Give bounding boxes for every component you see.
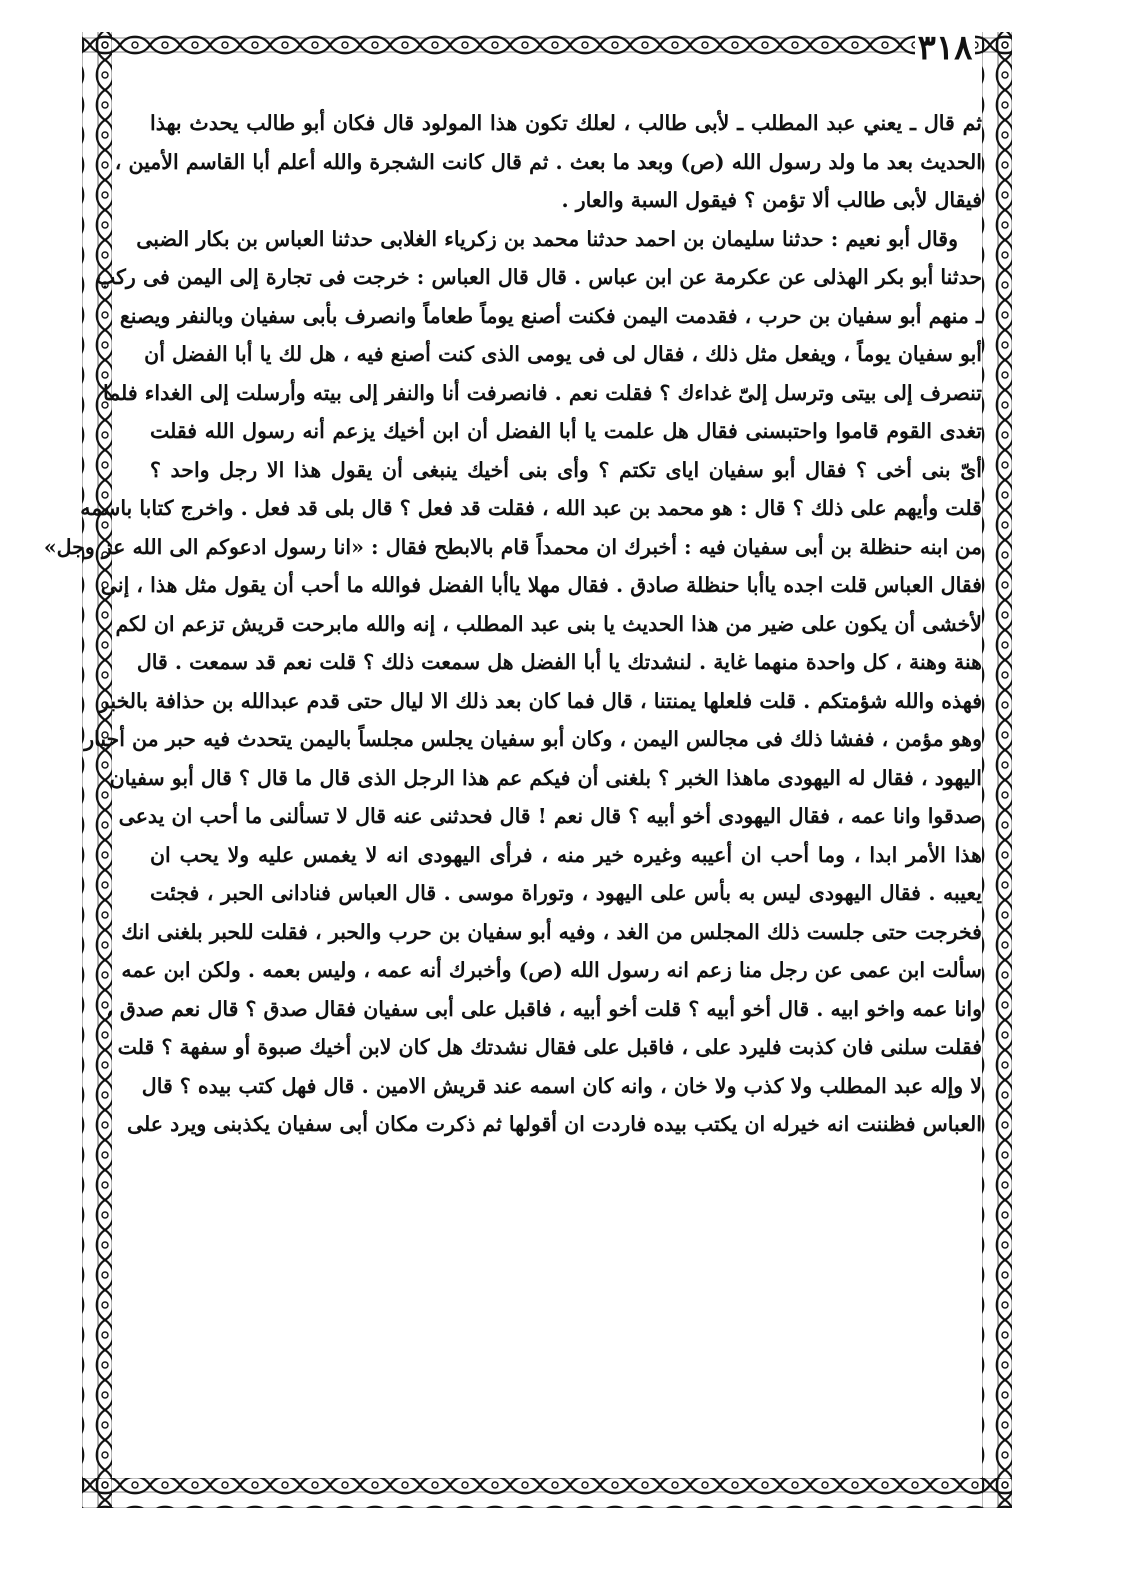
text-line: فقلت سلنى فان كذبت فليرد على ، فاقبل على فقال نشدتك هل كان لابن أخيك صبوة أو سفهة ؟ قلت xyxy=(117,1035,982,1059)
text-line: من ابنه حنظلة بن أبى سفيان فيه : أخبرك ان محمداً قام بالابطح فقال : «انا رسول ادعوكم الى الله عز وجل» xyxy=(43,534,982,559)
body-text xyxy=(43,104,982,1444)
text-line: تنصرف إلى بيتى وترسل إلىّ غداءك ؟ فقلت نعم . فانصرفت أنا والنفر إلى بيته وأرسلت إلى الغداء فلما xyxy=(102,380,982,405)
page-number: ٣١٨ xyxy=(915,28,975,68)
text-line: وهو مؤمن ، ففشا ذلك فى مجالس اليمن ، وكان أبو سفيان يجلس مجلساً باليمن يتحدث فيه حبر من أحبار xyxy=(84,727,982,751)
text-line: فيقال لأبى طالب ألا تؤمن ؟ فيقول السبة والعار . xyxy=(561,188,982,212)
text-line: ـ منهم أبو سفيان بن حرب ، فقدمت اليمن فكنت أصنع يوماً طعاماً وانصرف بأبى سفيان وبالنفر ويصنع xyxy=(119,303,982,328)
text-line: يعيبه . فقال اليهودى ليس به بأس على اليهود ، وتوراة موسى . قال العباس فنادانى الحبر ، فجئت xyxy=(150,881,982,905)
text-line: فقال العباس قلت اجده ياأبا حنظلة صادق . فقال مهلا ياأبا الفضل فوالله ما أحب أن يقول مثل هذا ، إنى xyxy=(100,573,982,597)
text-line: الحديث بعد ما ولد رسول الله (ص) وبعد ما بعث . ثم قال كانت الشجرة والله أعلم أبا القاسم الأمين ، xyxy=(114,149,982,174)
text-line: صدقوا وانا عمه ، فقال اليهودى أخو أبيه ؟ قال نعم ! قال فحدثنى عنه قال لا تسألنى ما أحب ان يدعى xyxy=(118,804,982,828)
text-line: قلت وأيهم على ذلك ؟ قال : هو محمد بن عبد الله ، فقلت قد فعل ؟ قال بلى قد فعل . واخرج كتابا باسمه xyxy=(80,496,982,520)
text-line: أىّ بنى أخى ؟ فقال أبو سفيان اياى تكتم ؟ وأى بنى أخيك ينبغى أن يقول هذا الا رجل واحد ؟ xyxy=(150,457,982,482)
text-line: فهذه والله شؤمتكم . قلت فلعلها يمنتنا ، قال فما كان بعد ذلك الا ليال حتى قدم عبدالله بن حذافة بالخبر xyxy=(99,688,982,713)
text-line: هنة وهنة ، كل واحدة منهما غاية . لنشدتك يا أبا الفضل هل سمعت ذلك ؟ قلت نعم قد سمعت . قال xyxy=(136,650,982,674)
text-line: لا وإله عبد المطلب ولا كذب ولا خان ، وانه كان اسمه عند قريش الامين . قال فهل كتب بيده ؟ قال xyxy=(141,1073,982,1098)
text-line: العباس فظننت انه خيرله ان يكتب بيده فاردت ان أقولها ثم ذكرت مكان أبى سفيان يكذبنى ويرد على xyxy=(126,1112,982,1136)
text-line: حدثنا أبو بكر الهذلى عن عكرمة عن ابن عباس . قال قال العباس : خرجت فى تجارة إلى اليمن فى ركب xyxy=(96,265,982,289)
text-line: وقال أبو نعيم : حدثنا سليمان بن احمد حدثنا محمد بن زكرياء الغلابى حدثنا العباس بن بكار الضبى xyxy=(136,226,958,251)
text-line: ثم قال ـ يعني عبد المطلب ـ لأبى طالب ، لعلك تكون هذا المولود قال فكان أبو طالب يحدث بهذا xyxy=(150,111,982,135)
text-line: اليهود ، فقال له اليهودى ماهذا الخبر ؟ بلغنى أن فيكم عم هذا الرجل الذى قال ما قال ؟ قال أبو سفيان xyxy=(109,765,982,790)
text-line: سألت ابن عمى عن رجل منا زعم انه رسول الله (ص) وأخبرك أنه عمه ، وليس بعمه . ولكن ابن عمه xyxy=(121,958,982,982)
text-line: فخرجت حتى جلست ذلك المجلس من الغد ، وفيه أبو سفيان بن حرب والحبر ، فقلت للحبر بلغنى انك xyxy=(121,919,982,944)
text-line: هذا الأمر ابدا ، وما أحب ان أعيبه وغيره خير منه ، فرأى اليهودى انه لا يغمس عليه ولا يحب ان xyxy=(150,842,982,867)
text-line: وانا عمه واخو ابيه . قال أخو أبيه ؟ قلت أخو أبيه ، فاقبل على أبى سفيان فقال صدق ؟ قال نعم صدق ، xyxy=(106,996,982,1021)
text-line: لأخشى أن يكون على ضير من هذا الحديث يا بنى عبد المطلب ، إنه والله مابرحت قريش تزعم ان لكم xyxy=(115,611,982,636)
text-line: تغدى القوم قاموا واحتبسنى فقال هل علمت يا أبا الفضل أن ابن أخيك يزعم أنه رسول الله فقلت xyxy=(150,419,982,443)
text-line: أبو سفيان يوماً ، ويفعل مثل ذلك ، فقال لى فى يومى الذى كنت أصنع فيه ، هل لك يا أبا الفضل أن xyxy=(144,342,982,366)
